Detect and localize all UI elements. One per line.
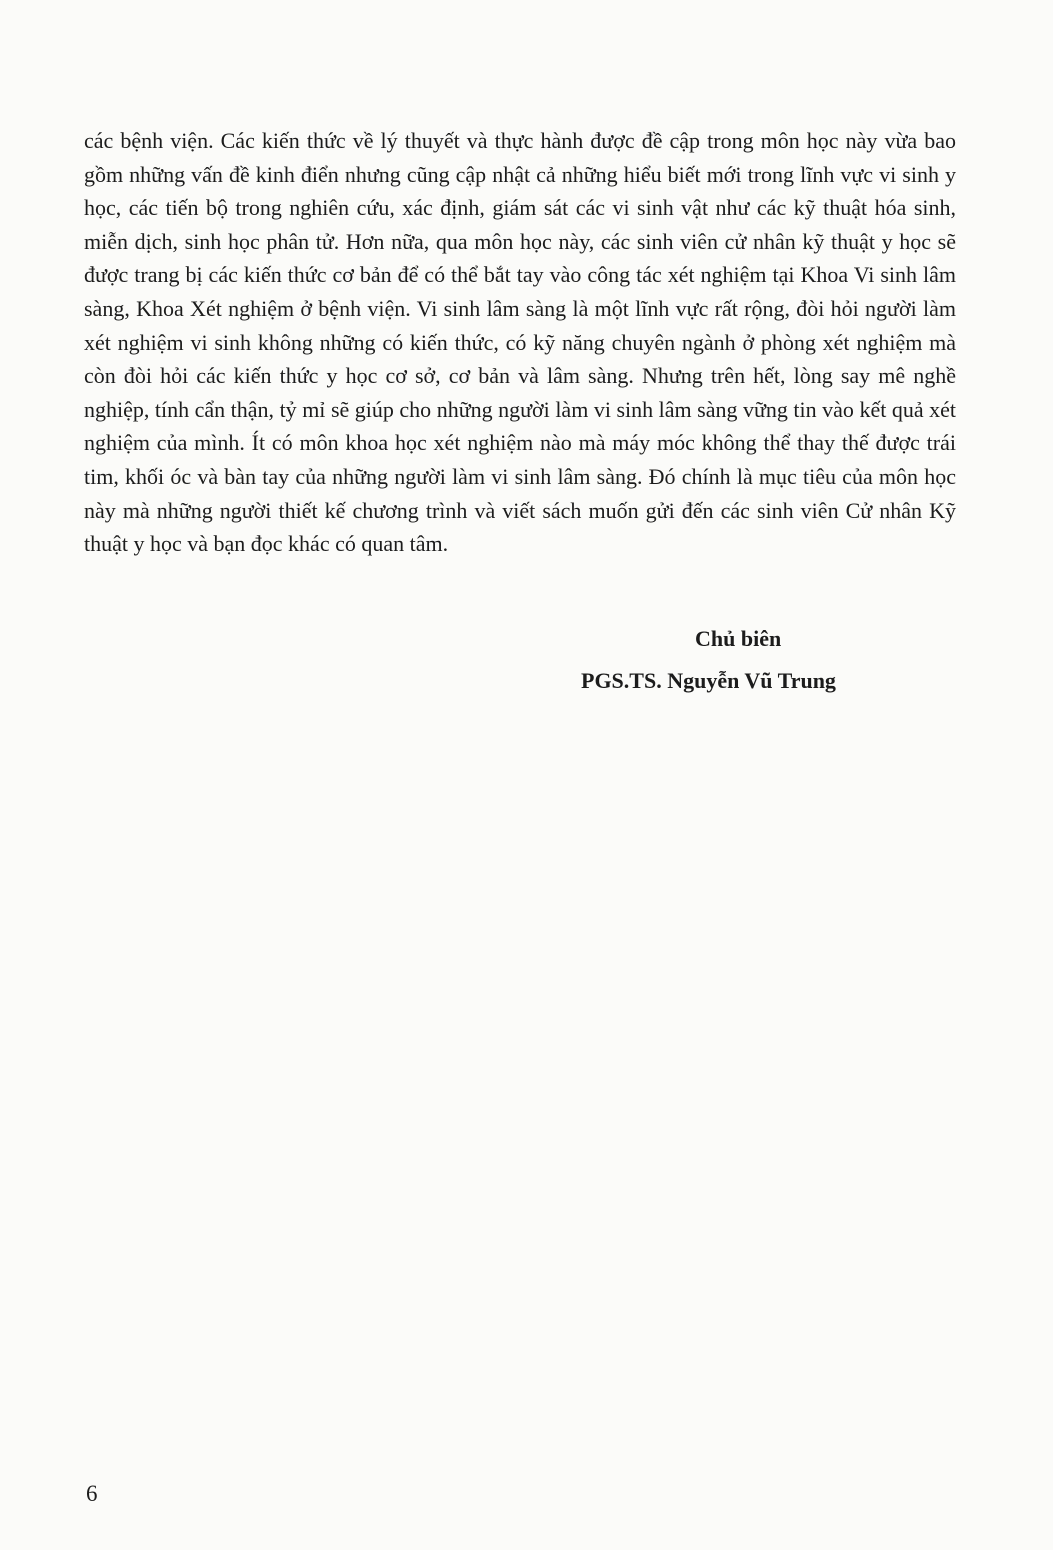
signature-name: PGS.TS. Nguyễn Vũ Trung [581, 668, 836, 693]
body-paragraph: các bệnh viện. Các kiến thức về lý thuyết và thực hành được đề cập trong môn học này vừa bao gồm những vấn đề kinh điển nhưng cũng cập nhật cả những hiểu biết mới trong lĩnh vực vi sinh y học, các tiến bộ trong nghiên cứu, xác định, giám sát các vi sinh vật như các kỹ thuật hóa sinh, miễn dịch, sinh học phân tử. Hơn nữa, qua môn học này, các sinh viên cử nhân kỹ thuật y học sẽ được trang bị các kiến thức cơ bản để có thể bắt tay vào công tác xét nghiệm tại Khoa Vi sinh lâm sàng, Khoa Xét nghiệm ở bệnh viện. Vi sinh lâm sàng là một lĩnh vực rất rộng, đòi hỏi người làm xét nghiệm vi sinh không những có kiến thức, có kỹ năng chuyên ngành ở phòng xét nghiệm mà còn đòi hỏi các kiến thức y học cơ sở, cơ bản và lâm sàng. Nhưng trên hết, lòng say mê nghề nghiệp, tính cẩn thận, tỷ mỉ sẽ giúp cho những người làm vi sinh lâm sàng vững tin vào kết quả xét nghiệm của mình. Ít có môn khoa học xét nghiệm nào mà máy móc không thể thay thế được trái tim, khối óc và bàn tay của những người làm vi sinh lâm sàng. Đó chính là mục tiêu của môn học này mà những người thiết kế chương trình và viết sách muốn gửi đến các sinh viên Cử nhân Kỹ thuật y học và bạn đọc khác có quan tâm. [84, 128, 956, 557]
signature-role: Chủ biên [695, 626, 782, 651]
page-number: 6 [86, 1481, 98, 1506]
